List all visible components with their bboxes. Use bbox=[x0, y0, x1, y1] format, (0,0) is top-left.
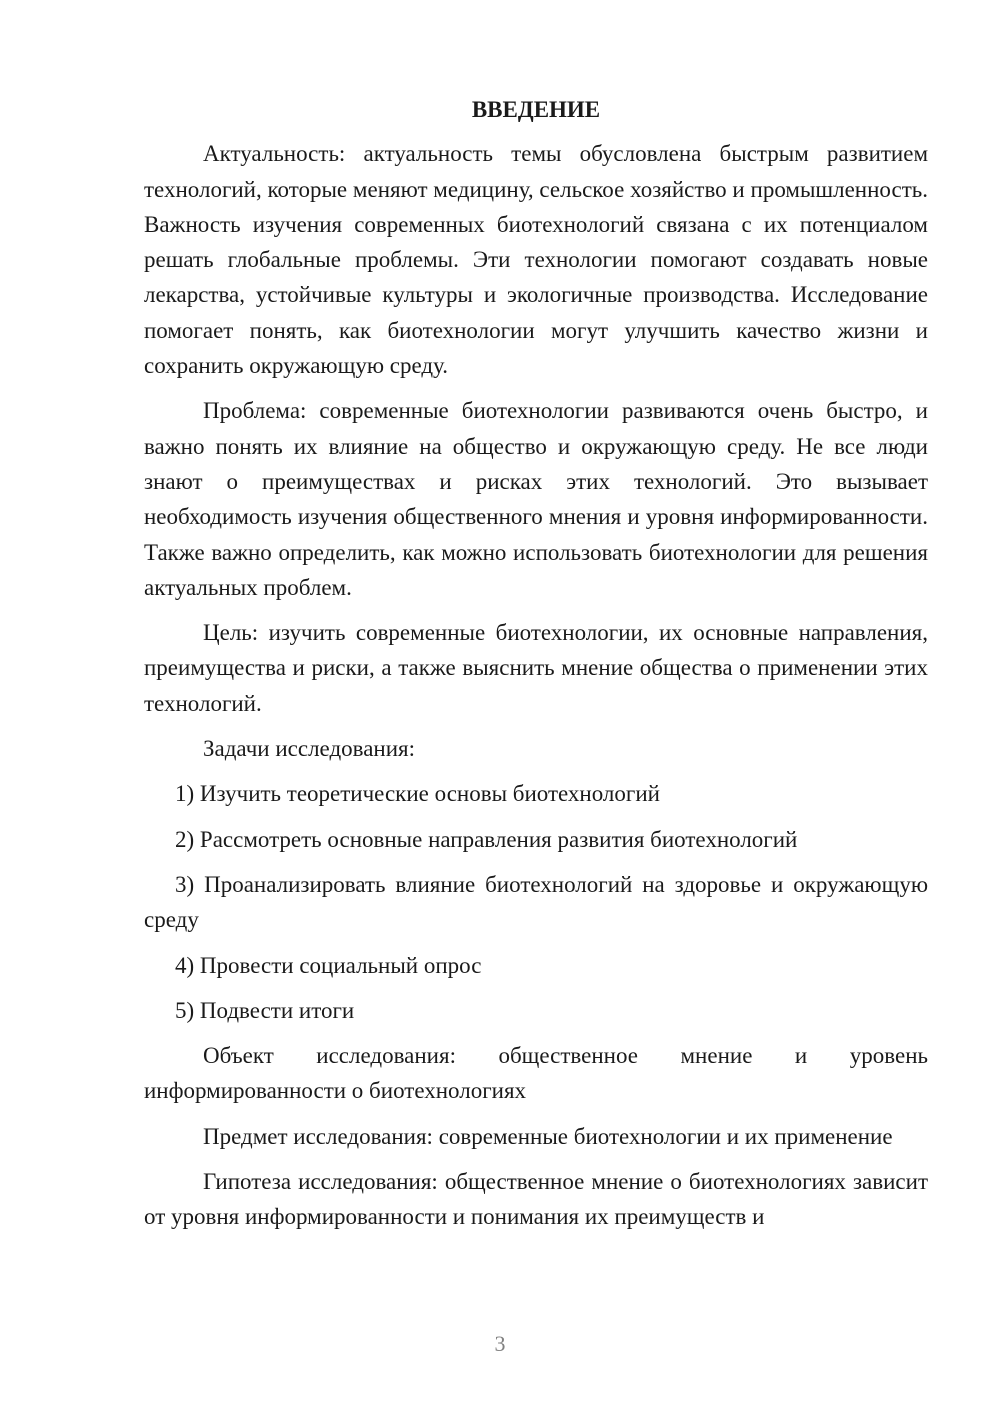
subject-paragraph: Предмет исследования: современные биотехнологии и их применение bbox=[203, 1123, 893, 1149]
task-item: 4) Провести социальный опрос bbox=[175, 952, 482, 978]
task-item: 2) Рассмотреть основные направления развития биотехнологий bbox=[175, 826, 798, 852]
problem-paragraph: Проблема: современные биотехнологии развиваются очень быстро, и важно понять их влияние на общество и окружающую среду. Не все люди знают о преимуществах и рисках этих технологий. Это вызывает необходимость изучения общественного мнения и уровня информированности. Также важно определить, как можно использовать биотехнологии для решения актуальных проблем. bbox=[144, 398, 928, 600]
task-item: 5) Подвести итоги bbox=[175, 997, 355, 1023]
object-paragraph: Объект исследования: общественное мнение и уровень информированности о биотехнологиях bbox=[144, 1043, 928, 1104]
relevance-paragraph: Актуальность: актуальность темы обусловлена быстрым развитием технологий, которые меняют медицину, сельское хозяйство и промышленность. Важность изучения современных биотехнологий связана с их потенциалом решать глобальные проблемы. Эти технологии помогают создавать новые лекарства, устойчивые культуры и экологичные производства. Исследование помогает понять, как биотехнологии могут улучшить качество жизни и сохранить окружающую среду. bbox=[144, 141, 928, 379]
section-title: ВВЕДЕНИЕ bbox=[471, 97, 601, 122]
task-item: 1) Изучить теоретические основы биотехнологий bbox=[175, 781, 660, 807]
hypothesis-paragraph: Гипотеза исследования: общественное мнение о биотехнологиях зависит от уровня информированности и понимания их преимуществ и bbox=[144, 1169, 928, 1230]
document-page bbox=[144, 92, 928, 1245]
goal-paragraph: Цель: изучить современные биотехнологии, их основные направления, преимущества и риски, а также выяснить мнение общества о применении этих технологий. bbox=[144, 620, 928, 716]
task-item: 3) Проанализировать влияние биотехнологий на здоровье и окружающую среду bbox=[144, 871, 928, 933]
tasks-heading: Задачи исследования: bbox=[203, 736, 416, 762]
page-number: 3 bbox=[494, 1331, 506, 1356]
